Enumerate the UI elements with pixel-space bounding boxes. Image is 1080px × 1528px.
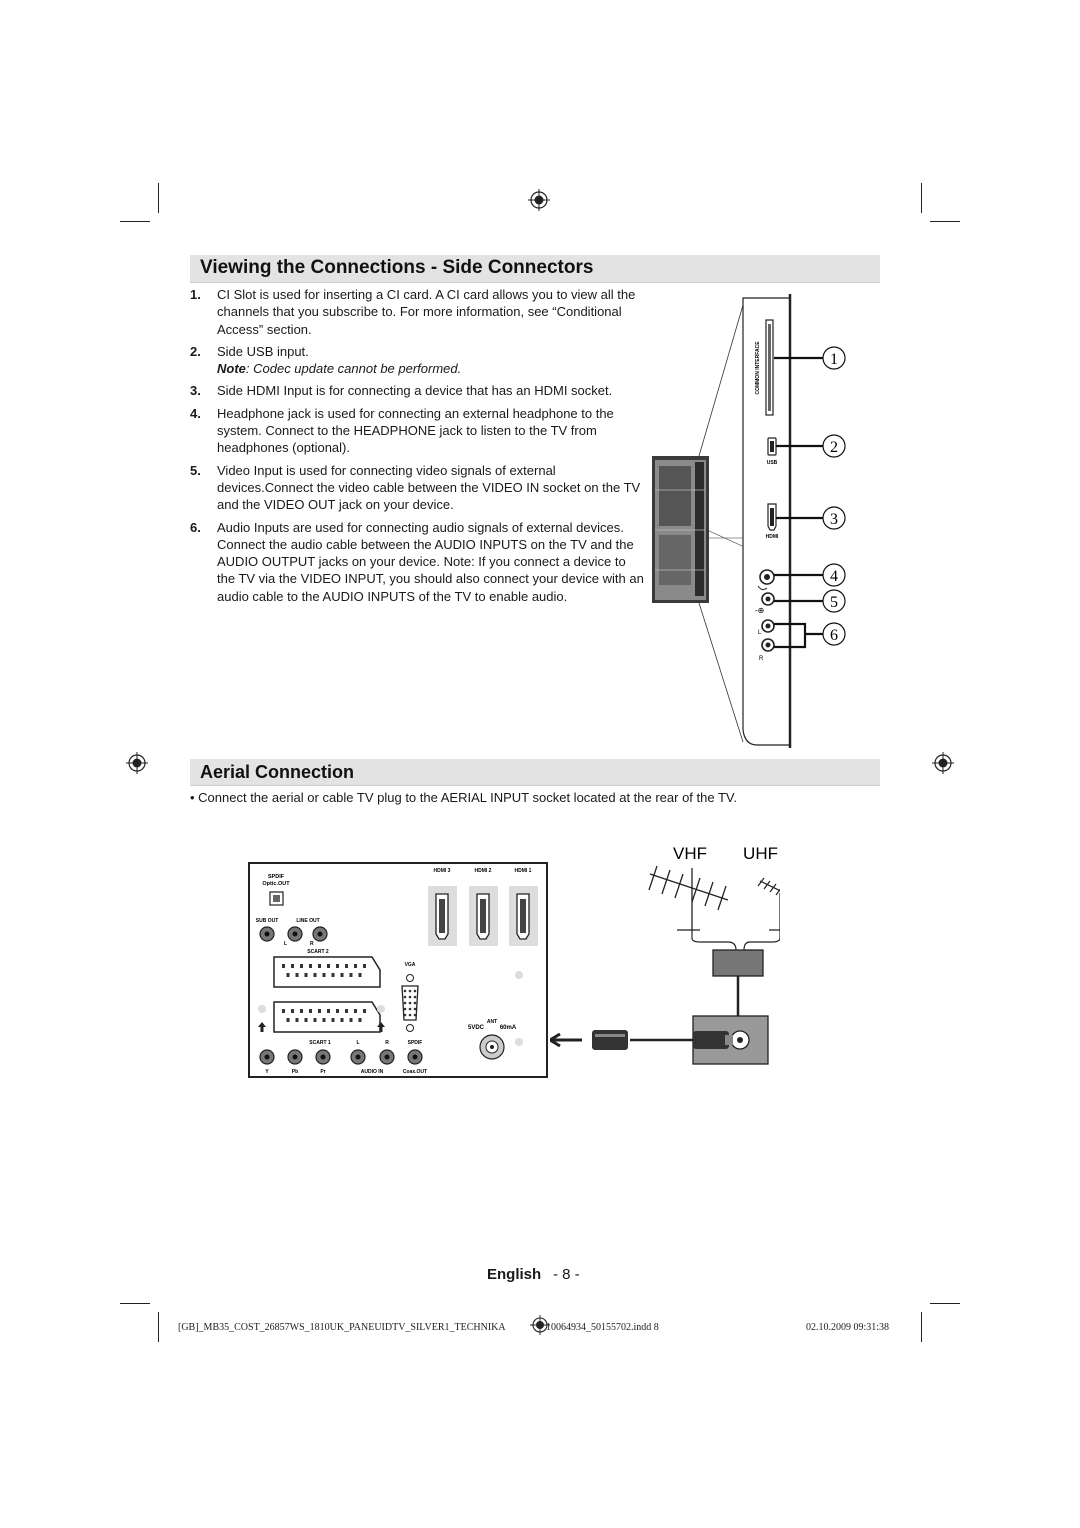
callout-5 — [823, 590, 845, 612]
vga-pin — [404, 1002, 407, 1005]
crop-mark — [930, 221, 960, 222]
list-item — [190, 519, 645, 605]
connector-pin — [318, 1009, 321, 1013]
connector-pin — [345, 1009, 348, 1013]
ant-power-label: 5VDC — [467, 1025, 485, 1031]
usb-label: USB — [766, 460, 778, 466]
scart1-label: SCART 1 — [309, 1040, 331, 1046]
connector-pin — [341, 1018, 344, 1022]
connector-pin — [300, 1009, 303, 1013]
aerial-plug-icon — [592, 1030, 628, 1050]
connector-pin — [332, 973, 335, 977]
item-text: Audio Inputs are used for connecting audio signals of external devices. Connect the audio cable between the AUDIO INPUTS on the TV and the AUDIO OUTPUT jacks on your device. Note: If you connect a device to the TV via the VIDEO INPUT, you should also connect your device with an audio cable to the AUDIO INPUTS of the TV to enable audio. — [217, 519, 644, 604]
vga-pin — [404, 1014, 407, 1017]
registration-mark-icon — [528, 189, 550, 211]
connector-pin — [327, 1009, 330, 1013]
callout-number: 4 — [830, 568, 838, 585]
registration-mark-icon — [126, 752, 148, 774]
connector-pin — [282, 964, 285, 968]
spdif-coax-label: SPDIF — [407, 1040, 423, 1046]
coax-out-label: Coax.OUT — [402, 1069, 428, 1075]
slug-filename-left: [GB]_MB35_COST_26857WS_1810UK_PANEUIDTV_SILVER1_TECHNIKA — [178, 1322, 506, 1333]
vhf-label: VHF — [673, 844, 707, 863]
crop-mark — [921, 183, 922, 213]
connector-pin — [336, 964, 339, 968]
connector-pin — [318, 964, 321, 968]
item-text: Side HDMI Input is for connecting a device that has an HDMI socket. — [217, 383, 613, 399]
callout-2 — [823, 435, 845, 457]
hdmi-side-label: HDMI — [765, 534, 779, 540]
slug-filename-right: 10064934_50155702.indd 8 — [546, 1322, 659, 1333]
slug-date: 02.10.2009 09:31:38 — [806, 1322, 890, 1333]
common-interface-label: COMMON INTERFACE — [755, 341, 761, 395]
connector-pin — [336, 1009, 339, 1013]
list-item — [190, 382, 645, 399]
crop-mark — [120, 1303, 150, 1304]
connector-pin — [363, 964, 366, 968]
sub-out-label: SUB OUT — [255, 918, 279, 924]
callout-number: 3 — [830, 511, 838, 528]
section-title: Aerial Connection — [200, 762, 355, 782]
connector-pin — [287, 1018, 290, 1022]
item-number: 1. — [190, 287, 201, 302]
note-label: Note — [217, 361, 246, 377]
connector-pin — [305, 973, 308, 977]
connector-pin — [332, 1018, 335, 1022]
line-l-label: L — [284, 941, 288, 947]
line-out-label: LINE OUT — [296, 918, 320, 924]
antenna-diagram — [550, 838, 780, 1068]
connector-pin — [350, 1018, 353, 1022]
hdmi3-label: HDMI 3 — [433, 868, 451, 874]
connector-pin — [309, 1009, 312, 1013]
optic-out-label: Optic.OUT — [262, 881, 290, 887]
connector-pin — [291, 964, 294, 968]
crop-mark — [930, 1303, 960, 1304]
ant-current-label: 60mA — [499, 1025, 517, 1031]
connector-instructions-list — [190, 286, 645, 610]
vga-pin — [414, 996, 417, 999]
callout-number: 1 — [830, 351, 838, 368]
connector-pin — [305, 1018, 308, 1022]
connector-pin — [363, 1009, 366, 1013]
connector-pin — [323, 973, 326, 977]
arrow-left-icon — [550, 1034, 582, 1046]
vhf-antenna-icon — [649, 866, 728, 930]
callout-number: 2 — [830, 439, 838, 456]
note-text — [217, 361, 461, 376]
vga-pin — [409, 1014, 412, 1017]
connector-pin — [314, 1018, 317, 1022]
audio-l-label: L — [758, 630, 762, 636]
spdif-label: SPDIF — [267, 874, 285, 880]
audio-r-rear-label: R — [385, 1040, 389, 1046]
item-number: 5. — [190, 462, 201, 478]
connector-pin — [296, 973, 299, 977]
hdmi1-label: HDMI 1 — [514, 868, 532, 874]
audio-in-label: AUDIO IN — [360, 1069, 384, 1075]
y-label: Y — [265, 1069, 269, 1075]
list-item — [190, 343, 645, 378]
vga-pin — [409, 990, 412, 993]
connector-pin — [354, 964, 357, 968]
callout-3 — [823, 507, 845, 529]
connector-pin — [309, 964, 312, 968]
hdmi2-label: HDMI 2 — [474, 868, 492, 874]
connector-pin — [282, 1009, 285, 1013]
vga-pin — [404, 996, 407, 999]
registration-mark-icon — [932, 752, 954, 774]
connector-pin — [314, 973, 317, 977]
callout-number: 6 — [830, 627, 838, 644]
callout-1 — [823, 347, 845, 369]
hdmi3-port — [428, 886, 457, 946]
vga-pin — [404, 1008, 407, 1011]
tv-thumbnail-illustration — [652, 456, 709, 603]
section-title: Viewing the Connections - Side Connectors — [200, 257, 594, 278]
item-text: Video Input is used for connecting video signals of external devices.Connect the video cable between the VIDEO IN socket on the TV and the VIDEO OUT jack on your device. — [217, 462, 641, 513]
crop-mark — [158, 183, 159, 213]
crop-mark — [921, 1312, 922, 1342]
connector-pin — [359, 973, 362, 977]
pr-label: Pr — [320, 1069, 326, 1075]
list-item — [190, 286, 645, 338]
audio-r-label: R — [759, 656, 764, 662]
connector-pin — [354, 1009, 357, 1013]
vga-pin — [414, 1014, 417, 1017]
audio-l-rear-label: L — [356, 1040, 360, 1046]
uhf-label: UHF — [743, 844, 778, 863]
aerial-instruction: • Connect the aerial or cable TV plug to the AERIAL INPUT socket located at the rear of the TV. — [190, 790, 738, 805]
vga-pin — [414, 1002, 417, 1005]
rear-panel-diagram — [248, 862, 548, 1078]
pb-label: Pb — [291, 1069, 299, 1075]
side-connectors-diagram — [645, 290, 880, 755]
connector-pin — [327, 964, 330, 968]
uhf-antenna-icon — [758, 878, 780, 930]
vga-pin — [409, 1008, 412, 1011]
vga-pin — [409, 996, 412, 999]
item-text: Headphone jack is used for connecting an external headphone to the system. Connect to the HEADPHONE jack to listen to the TV from headphones (optional). — [217, 405, 614, 456]
callout-number: 5 — [830, 594, 838, 611]
connector-pin — [323, 1018, 326, 1022]
connector-pin — [300, 964, 303, 968]
scart2-label: SCART 2 — [307, 949, 329, 955]
item-number: 6. — [190, 519, 201, 535]
vga-label: VGA — [404, 962, 416, 968]
item-number: 3. — [190, 383, 201, 399]
item-text: CI Slot is used for inserting a CI card. A CI card allows you to view all the channels that you subscribe to. For more information, see “Conditional Access” section. — [217, 287, 636, 337]
list-item — [190, 405, 645, 457]
section-header-bar — [190, 759, 880, 786]
item-number: 4. — [190, 405, 201, 421]
vga-pin — [414, 1008, 417, 1011]
connector-pin — [345, 964, 348, 968]
footer-language: English — [487, 1266, 542, 1283]
connector-pin — [350, 973, 353, 977]
crop-mark — [120, 221, 150, 222]
ant-label: ANT — [486, 1019, 498, 1025]
callout-6 — [823, 623, 845, 645]
section-header-bar — [190, 255, 880, 283]
vga-pin — [414, 990, 417, 993]
connector-pin — [296, 1018, 299, 1022]
list-item — [190, 462, 645, 514]
vga-pin — [404, 990, 407, 993]
signal-combiner-box — [713, 950, 763, 976]
hdmi2-port — [469, 886, 498, 946]
item-number: 2. — [190, 343, 201, 359]
callout-4 — [823, 564, 845, 586]
connector-pin — [341, 973, 344, 977]
connector-pin — [359, 1018, 362, 1022]
hdmi1-port — [509, 886, 538, 946]
connector-pin — [287, 973, 290, 977]
footer-page-number: - 8 - — [553, 1266, 580, 1283]
crop-mark — [158, 1312, 159, 1342]
video-in-icon: -⊕ — [755, 606, 765, 615]
connector-pin — [291, 1009, 294, 1013]
note-body: : Codec update cannot be performed. — [245, 361, 462, 377]
item-text: Side USB input. — [217, 343, 309, 359]
line-r-label: R — [310, 941, 314, 947]
vga-pin — [409, 1002, 412, 1005]
